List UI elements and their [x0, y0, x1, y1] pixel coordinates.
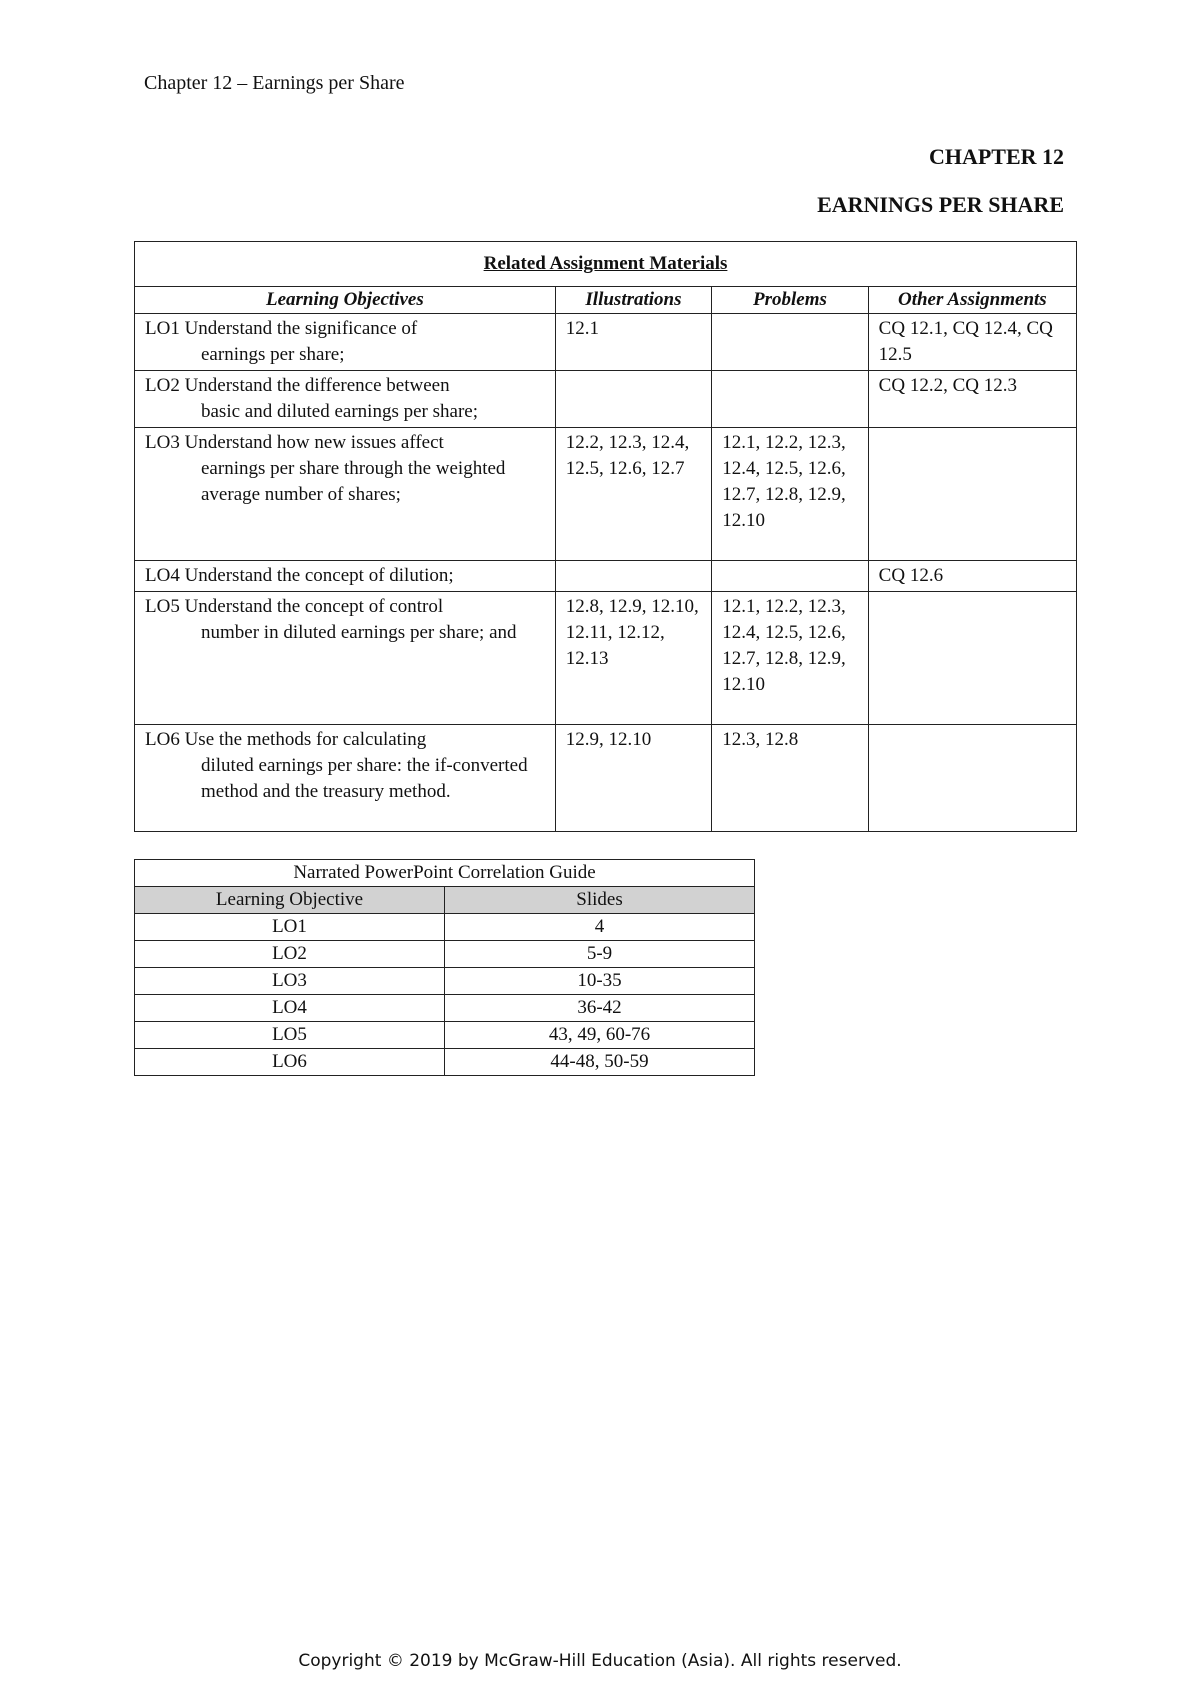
table-row: [135, 1022, 755, 1049]
lo-text: LO2 Understand the difference between: [145, 375, 450, 396]
slides-cell: 44-48, 50-59: [445, 1049, 755, 1076]
lo-cell: LO6: [135, 1049, 445, 1076]
lo-cell: LO3: [135, 968, 445, 995]
chapter-title: EARNINGS PER SHARE: [817, 192, 1064, 217]
column-header-learning-objective: Learning Objective: [135, 887, 445, 914]
other-assignments-cell: CQ 12.1, CQ 12.4, CQ 12.5: [868, 314, 1076, 371]
lo-text: LO4 Understand the concept of dilution;: [145, 565, 454, 586]
learning-objective-cell: [135, 592, 556, 725]
other-assignments-cell: [868, 725, 1076, 832]
table-row: [135, 995, 755, 1022]
lo-cell: LO1: [135, 914, 445, 941]
table-caption-row: [135, 242, 1077, 287]
column-header-problems: Problems: [712, 287, 868, 314]
lo-text-continued: earnings per share;: [201, 344, 345, 365]
slides-cell: 43, 49, 60-76: [445, 1022, 755, 1049]
illustrations-cell: 12.9, 12.10: [555, 725, 711, 832]
lo-text: LO5 Understand the concept of control: [145, 596, 444, 617]
problems-cell: 12.3, 12.8: [712, 725, 868, 832]
problems-cell: 12.1, 12.2, 12.3, 12.4, 12.5, 12.6, 12.7, 12.8, 12.9, 12.10: [712, 592, 868, 725]
column-header-learning-objectives: Learning Objectives: [135, 287, 556, 314]
problems-cell: [712, 314, 868, 371]
illustrations-cell: 12.1: [555, 314, 711, 371]
other-assignments-cell: CQ 12.2, CQ 12.3: [868, 371, 1076, 428]
slides-cell: 10-35: [445, 968, 755, 995]
related-assignment-table: [134, 241, 1077, 832]
other-assignments-cell: CQ 12.6: [868, 561, 1076, 592]
slides-cell: 36-42: [445, 995, 755, 1022]
lo-text-continued: diluted earnings per share: the if-converted method and the treasury method.: [201, 755, 528, 802]
table-header-row: [135, 287, 1077, 314]
table-row: [135, 592, 1077, 725]
other-assignments-cell: [868, 592, 1076, 725]
table-row: [135, 1049, 755, 1076]
problems-cell: 12.1, 12.2, 12.3, 12.4, 12.5, 12.6, 12.7, 12.8, 12.9, 12.10: [712, 428, 868, 561]
running-header: Chapter 12 – Earnings per Share: [144, 72, 405, 94]
lo-text-continued: earnings per share through the weighted average number of shares;: [201, 458, 506, 505]
illustrations-cell: 12.2, 12.3, 12.4, 12.5, 12.6, 12.7: [555, 428, 711, 561]
lo-text-continued: number in diluted earnings per share; and: [201, 622, 517, 643]
learning-objective-cell: [135, 371, 556, 428]
lo-text: LO6 Use the methods for calculating: [145, 729, 427, 750]
lo-cell: LO5: [135, 1022, 445, 1049]
problems-cell: [712, 371, 868, 428]
column-header-illustrations: Illustrations: [555, 287, 711, 314]
table-row: [135, 968, 755, 995]
table-caption: Related Assignment Materials: [135, 242, 1077, 287]
table-row: [135, 371, 1077, 428]
lo-text: LO3 Understand how new issues affect: [145, 432, 444, 453]
lo-cell: LO4: [135, 995, 445, 1022]
illustrations-cell: 12.8, 12.9, 12.10, 12.11, 12.12, 12.13: [555, 592, 711, 725]
illustrations-cell: [555, 561, 711, 592]
slides-cell: 5-9: [445, 941, 755, 968]
lo-text: LO1 Understand the significance of: [145, 318, 418, 339]
powerpoint-correlation-table: [134, 859, 755, 1076]
learning-objective-cell: [135, 561, 556, 592]
table-row: [135, 725, 1077, 832]
table-row: [135, 941, 755, 968]
learning-objective-cell: [135, 725, 556, 832]
problems-cell: [712, 561, 868, 592]
table-row: [135, 914, 755, 941]
table-row: [135, 561, 1077, 592]
ppt-table-title: Narrated PowerPoint Correlation Guide: [135, 860, 755, 887]
ppt-title-row: [135, 860, 755, 887]
lo-text-continued: basic and diluted earnings per share;: [201, 401, 478, 422]
column-header-slides: Slides: [445, 887, 755, 914]
table-row: [135, 314, 1077, 371]
learning-objective-cell: [135, 314, 556, 371]
other-assignments-cell: [868, 428, 1076, 561]
lo-cell: LO2: [135, 941, 445, 968]
copyright-footer: Copyright © 2019 by McGraw-Hill Education (Asia). All rights reserved.: [298, 1651, 902, 1671]
ppt-header-row: [135, 887, 755, 914]
learning-objective-cell: [135, 428, 556, 561]
slides-cell: 4: [445, 914, 755, 941]
table-row: [135, 428, 1077, 561]
column-header-other-assignments: Other Assignments: [868, 287, 1076, 314]
illustrations-cell: [555, 371, 711, 428]
chapter-number-title: CHAPTER 12: [928, 144, 1064, 169]
